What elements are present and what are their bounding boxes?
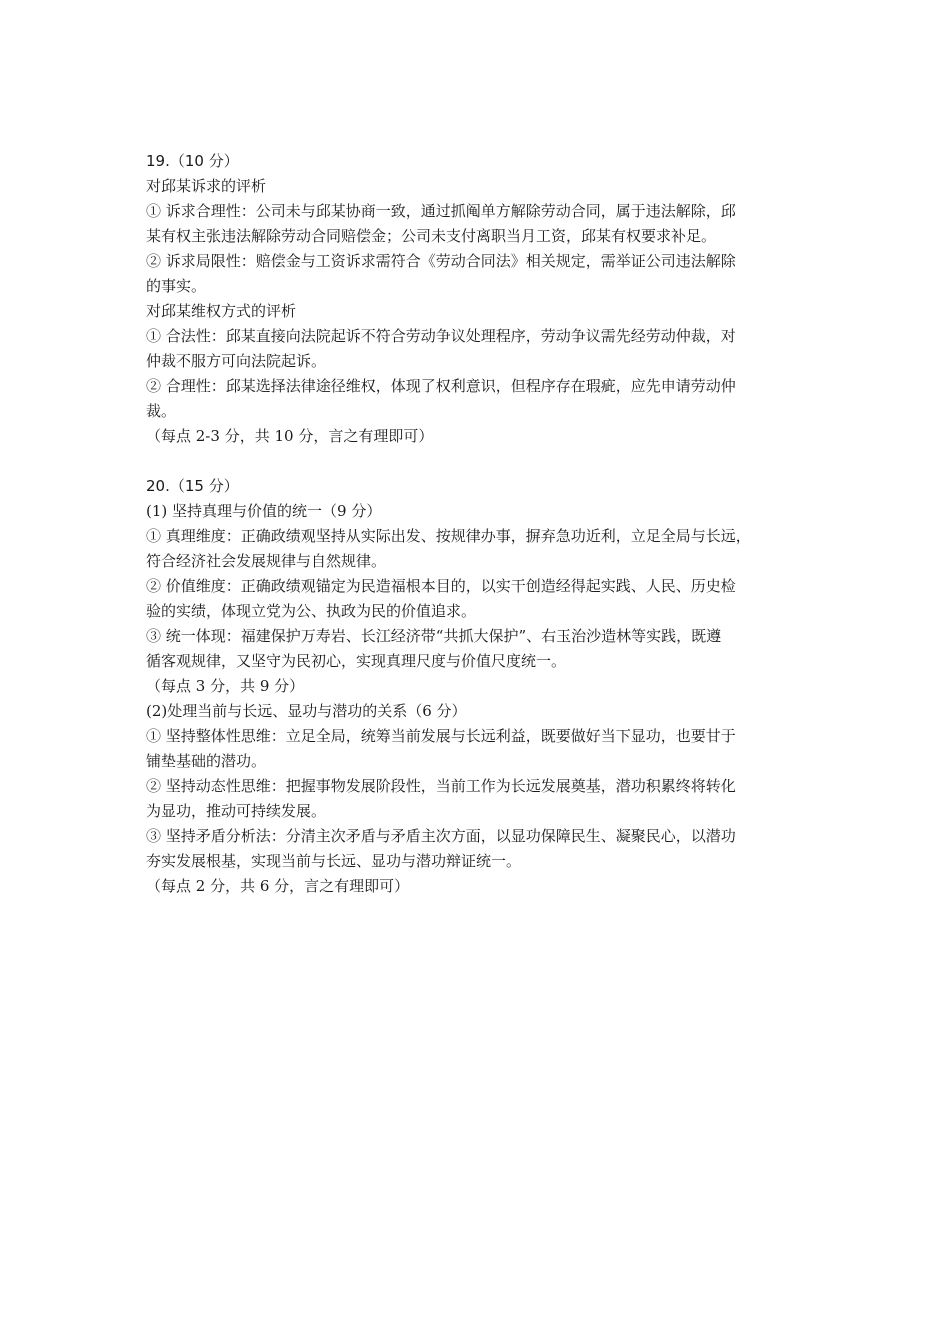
q19-point2-line1: ② 诉求局限性：赔偿金与工资诉求需符合《劳动合同法》相关规定，需举证公司违法解除 (146, 252, 736, 270)
q20-part2-point3-line1: ③ 坚持矛盾分析法：分清主次矛盾与矛盾主次方面，以显功保障民生、凝聚民心，以潜功 (146, 827, 736, 845)
q20-part2-title: (2)处理当前与长远、显功与潜功的关系（6 分） (146, 702, 467, 720)
q19-point2-line2: 的事实。 (146, 277, 207, 295)
q19-section1-title: 对邱某诉求的评析 (146, 177, 267, 195)
q19-point1-line1: ① 诉求合理性：公司未与邱某协商一致，通过抓阄单方解除劳动合同，属于违法解除，邱 (146, 202, 736, 220)
q20-part1-point1-line2: 符合经济社会发展规律与自然规律。 (146, 552, 387, 570)
q20-part2-scoring-note: （每点 2 分，共 6 分，言之有理即可） (146, 877, 410, 895)
q20-part2-point1-line1: ① 坚持整体性思维：立足全局，统筹当前发展与长远利益，既要做好当下显功，也要甘于 (146, 727, 736, 745)
q20-part1-title: (1) 坚持真理与价值的统一（9 分） (146, 502, 382, 520)
q19-point4-line1: ② 合理性：邱某选择法律途径维权，体现了权利意识，但程序存在瑕疵，应先申请劳动仲 (146, 377, 736, 395)
q19-scoring-note: （每点 2-3 分，共 10 分，言之有理即可） (146, 427, 434, 445)
q20-part2-point2-line2: 为显功，推动可持续发展。 (146, 802, 327, 820)
q20-part1-point2-line2: 验的实绩，体现立党为公、执政为民的价值追求。 (146, 602, 477, 620)
q19-point4-line2: 裁。 (146, 402, 177, 420)
q20-part1-point3-line2: 循客观规律，又坚守为民初心，实现真理尺度与价值尺度统一。 (146, 652, 567, 670)
answer-content (146, 149, 818, 899)
q20-part1-scoring-note: （每点 3 分，共 9 分） (146, 677, 305, 695)
q20-part2-point1-line2: 铺垫基础的潜功。 (146, 752, 267, 770)
q19-section2-title: 对邱某维权方式的评析 (146, 302, 297, 320)
q20-part2-point3-line2: 夯实发展根基，实现当前与长远、显功与潜功辩证统一。 (146, 852, 522, 870)
q19-point3-line1: ① 合法性：邱某直接向法院起诉不符合劳动争议处理程序，劳动争议需先经劳动仲裁，对 (146, 327, 736, 345)
q19-header: 19.（10 分） (146, 152, 239, 170)
q19-point3-line2: 仲裁不服方可向法院起诉。 (146, 352, 327, 370)
q20-header: 20.（15 分） (146, 477, 239, 495)
q20-part1-point3-line1: ③ 统一体现：福建保护万寿岩、长江经济带“共抓大保护”、右玉治沙造林等实践，既遵 (146, 627, 722, 645)
q20-part2-point2-line1: ② 坚持动态性思维：把握事物发展阶段性，当前工作为长远发展奠基，潜功积累终将转化 (146, 777, 736, 795)
section-spacer (146, 449, 818, 474)
q20-part1-point2-line1: ② 价值维度：正确政绩观锚定为民造福根本目的，以实干创造经得起实践、人民、历史检 (146, 577, 736, 595)
q19-point1-line2: 某有权主张违法解除劳动合同赔偿金；公司未支付离职当月工资，邱某有权要求补足。 (146, 227, 717, 245)
q20-part1-point1-line1: ① 真理维度：正确政绩观坚持从实际出发、按规律办事，摒弃急功近利，立足全局与长远， (146, 527, 751, 545)
